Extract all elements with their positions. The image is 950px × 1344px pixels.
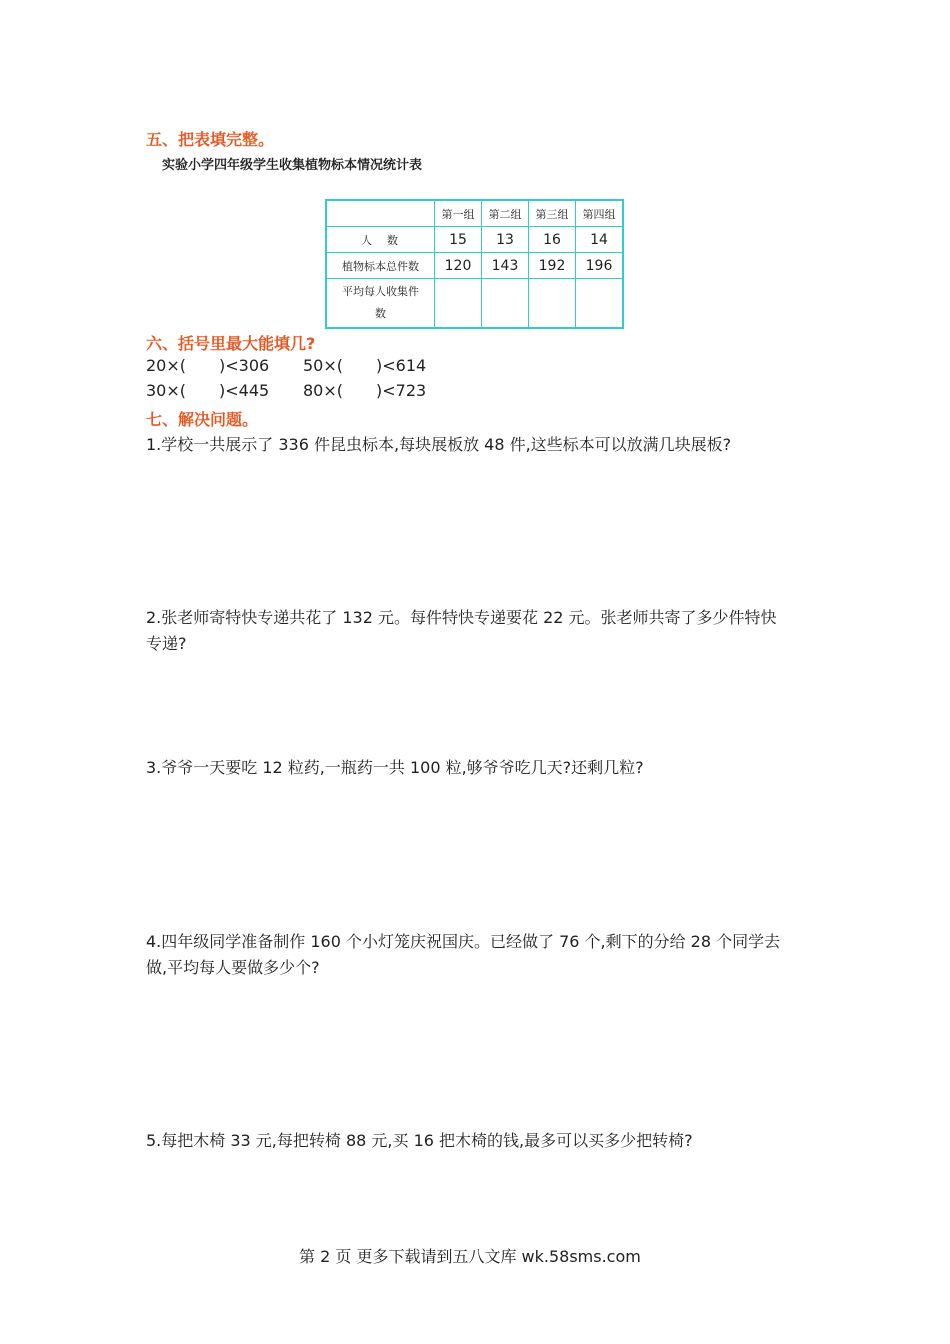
table-cell: 15 bbox=[435, 227, 482, 253]
table-row bbox=[326, 227, 623, 253]
header-cell-group4: 第四组 bbox=[576, 200, 624, 227]
fill-item-prefix: 50×( bbox=[303, 356, 344, 375]
fill-item-2 bbox=[303, 356, 426, 375]
answer-cell[interactable] bbox=[482, 279, 529, 329]
answer-cell[interactable] bbox=[576, 279, 624, 329]
row-label-total: 植物标本总件数 bbox=[326, 253, 435, 279]
table-cell: 14 bbox=[576, 227, 624, 253]
header-cell-empty bbox=[326, 200, 435, 227]
fill-item-prefix: 80×( bbox=[303, 381, 344, 400]
fill-item-4 bbox=[303, 381, 426, 400]
table-cell: 16 bbox=[529, 227, 576, 253]
table-cell: 143 bbox=[482, 253, 529, 279]
answer-cell[interactable] bbox=[435, 279, 482, 329]
section7-heading: 七、解决问题。 bbox=[146, 410, 259, 429]
table-cell: 13 bbox=[482, 227, 529, 253]
problem-4-line1: 4.四年级同学准备制作 160 个小灯笼庆祝国庆。已经做了 76 个,剩下的分给 28 个同学去 bbox=[146, 932, 781, 951]
row-label-average-line2: 数 bbox=[375, 307, 386, 320]
fill-item-suffix: )<306 bbox=[219, 356, 270, 375]
table-cell: 192 bbox=[529, 253, 576, 279]
fill-item-3 bbox=[146, 381, 269, 400]
fill-item-prefix: 30×( bbox=[146, 381, 187, 400]
page-footer: 第 2 页 更多下载请到五八文库 wk.58sms.com bbox=[299, 1247, 641, 1266]
problem-4-line2: 做,平均每人要做多少个? bbox=[146, 958, 320, 977]
table-title: 实验小学四年级学生收集植物标本情况统计表 bbox=[162, 158, 423, 173]
fill-item-suffix: )<723 bbox=[376, 381, 427, 400]
row-label-people: 人 数 bbox=[326, 227, 435, 253]
row-label-average bbox=[326, 279, 435, 329]
problem-5: 5.每把木椅 33 元,每把转椅 88 元,买 16 把木椅的钱,最多可以买多少把转椅? bbox=[146, 1131, 693, 1150]
table-cell: 120 bbox=[435, 253, 482, 279]
table-row bbox=[326, 253, 623, 279]
table-cell: 196 bbox=[576, 253, 624, 279]
header-cell-group1: 第一组 bbox=[435, 200, 482, 227]
problem-3: 3.爷爷一天要吃 12 粒药,一瓶药一共 100 粒,够爷爷吃几天?还剩几粒? bbox=[146, 758, 644, 777]
table-row bbox=[326, 279, 623, 329]
fill-item-suffix: )<614 bbox=[376, 356, 427, 375]
header-cell-group2: 第二组 bbox=[482, 200, 529, 227]
problem-1: 1.学校一共展示了 336 件昆虫标本,每块展板放 48 件,这些标本可以放满几块展板? bbox=[146, 435, 732, 454]
answer-cell[interactable] bbox=[529, 279, 576, 329]
table-header-row bbox=[326, 200, 623, 227]
stats-table bbox=[325, 199, 624, 329]
problem-2-line1: 2.张老师寄特快专递共花了 132 元。每件特快专递要花 22 元。张老师共寄了多少件特快 bbox=[146, 608, 777, 627]
header-cell-group3: 第三组 bbox=[529, 200, 576, 227]
fill-item-suffix: )<445 bbox=[219, 381, 270, 400]
row-label-average-line1: 平均每人收集件 bbox=[342, 285, 419, 298]
section5-heading: 五、把表填完整。 bbox=[146, 130, 275, 149]
fill-item-1 bbox=[146, 356, 269, 375]
section6-heading: 六、括号里最大能填几? bbox=[146, 334, 316, 353]
fill-item-prefix: 20×( bbox=[146, 356, 187, 375]
problem-2-line2: 专递? bbox=[146, 634, 187, 653]
